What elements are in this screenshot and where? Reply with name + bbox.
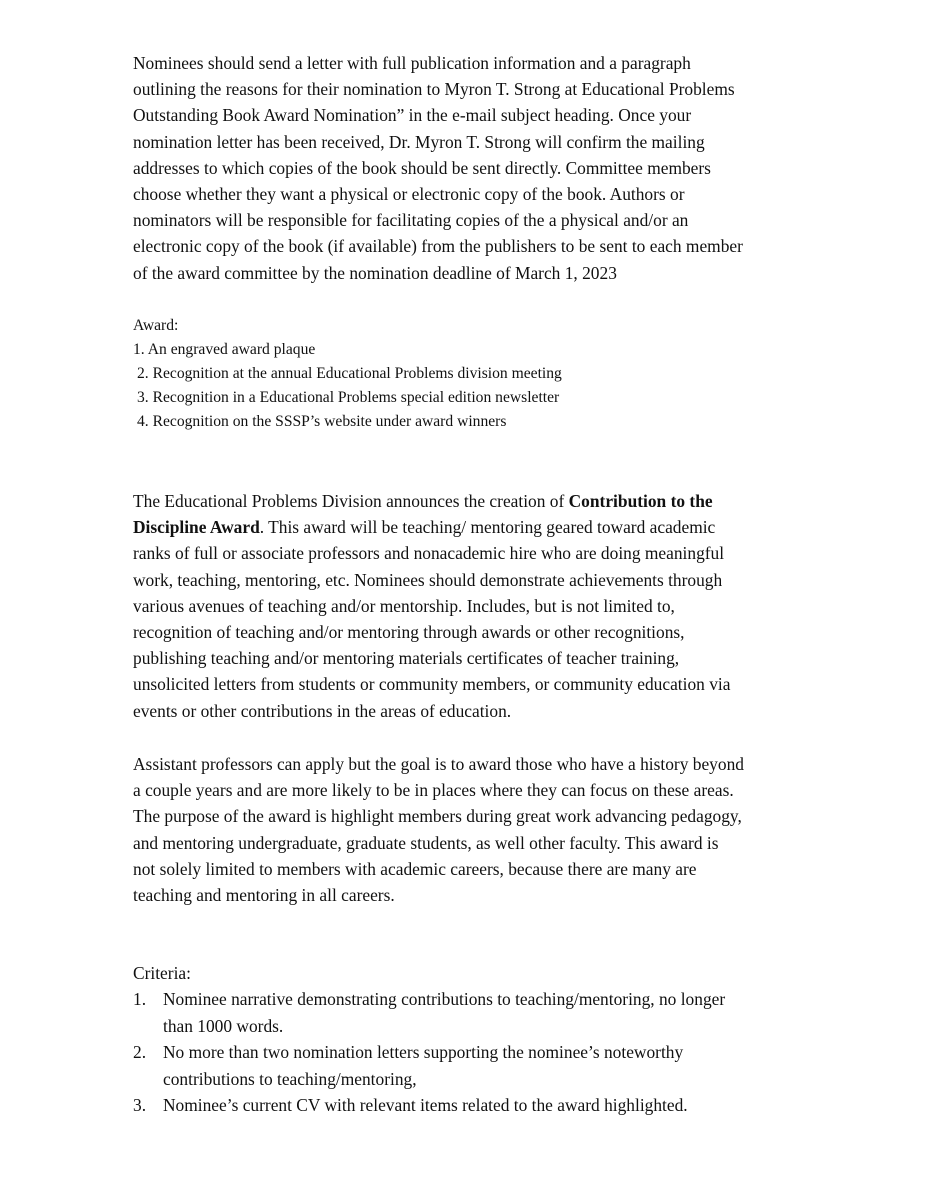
criteria-heading: Criteria:: [133, 963, 191, 983]
award-name-bold: Contribution to the: [568, 491, 713, 511]
text-line: choose whether they want a physical or electronic copy of the book. Authors or: [133, 184, 685, 205]
award-list-item: 4. Recognition on the SSSP’s website under award winners: [137, 413, 507, 430]
text-line: of the award committee by the nomination deadline of March 1, 2023: [133, 262, 617, 283]
list-number: 3.: [133, 1095, 147, 1116]
list-number: 1.: [133, 989, 147, 1010]
text-line: outlining the reasons for their nomination to Myron T. Strong at Educational Problems: [133, 79, 735, 100]
award-list-item: 1. An engraved award plaque: [133, 341, 316, 358]
criteria-list-item: [133, 1039, 853, 1092]
text-line: teaching and mentoring in all careers.: [133, 885, 395, 906]
text-line: [133, 488, 853, 514]
text-line: a couple years and are more likely to be in places where they can focus on these areas.: [133, 780, 734, 801]
text-line: unsolicited letters from students or community members, or community education via: [133, 674, 731, 695]
text-line: ranks of full or associate professors and nonacademic hire who are doing meaningful: [133, 543, 725, 564]
text-line: work, teaching, mentoring, etc. Nominees should demonstrate achievements through: [133, 569, 723, 590]
criteria-list-item: [133, 986, 853, 1039]
criteria-section: [133, 960, 853, 1118]
award-heading: Award:: [133, 317, 179, 334]
award-list-item: 2. Recognition at the annual Educational Problems division meeting: [137, 365, 562, 382]
award-name-bold: Discipline Award: [133, 517, 260, 538]
text-line: nomination letter has been received, Dr. Myron T. Strong will confirm the mailing: [133, 131, 705, 152]
text-line: [133, 514, 853, 540]
text-line: and mentoring undergraduate, graduate students, as well other faculty. This award is: [133, 832, 719, 853]
text-line: Nominee’s current CV with relevant items related to the award highlighted.: [163, 1095, 688, 1116]
criteria-list-item: [133, 1092, 853, 1118]
text-line: addresses to which copies of the book should be sent directly. Committee members: [133, 157, 711, 178]
text-line: not solely limited to members with academic careers, because there are many are: [133, 858, 697, 879]
text-line: various avenues of teaching and/or mentorship. Includes, but is not limited to,: [133, 595, 675, 616]
eligibility-paragraph: [133, 751, 853, 908]
list-number: 2.: [133, 1042, 147, 1063]
award-announcement-paragraph: [133, 488, 853, 724]
text-line: Outstanding Book Award Nomination” in the e-mail subject heading. Once your: [133, 105, 692, 126]
text-line: Nominee narrative demonstrating contributions to teaching/mentoring, no longer: [163, 989, 726, 1010]
award-list-item: 3. Recognition in a Educational Problems special edition newsletter: [137, 389, 560, 406]
nomination-instructions-paragraph: [133, 50, 853, 286]
text-segment: . This award will be teaching/ mentoring geared toward academic: [259, 517, 716, 538]
text-line: nominators will be responsible for facilitating copies of the a physical and/or an: [133, 210, 689, 231]
text-line: contributions to teaching/mentoring,: [163, 1068, 417, 1089]
text-segment: The Educational Problems Division announces the creation of: [133, 491, 569, 511]
text-line: Nominees should send a letter with full publication information and a paragraph: [133, 53, 691, 73]
text-line: publishing teaching and/or mentoring materials certificates of teacher training,: [133, 648, 680, 669]
text-line: recognition of teaching and/or mentoring through awards or other recognitions,: [133, 622, 685, 643]
text-line: The purpose of the award is highlight members during great work advancing pedagogy,: [133, 806, 742, 827]
text-line: No more than two nomination letters supporting the nominee’s noteworthy: [163, 1042, 684, 1063]
text-line: Assistant professors can apply but the goal is to award those who have a history beyond: [133, 754, 744, 774]
text-line: than 1000 words.: [163, 1015, 284, 1036]
text-line: events or other contributions in the areas of education.: [133, 700, 512, 721]
award-section: [133, 314, 562, 434]
text-line: electronic copy of the book (if available) from the publishers to be sent to each member: [133, 236, 743, 257]
